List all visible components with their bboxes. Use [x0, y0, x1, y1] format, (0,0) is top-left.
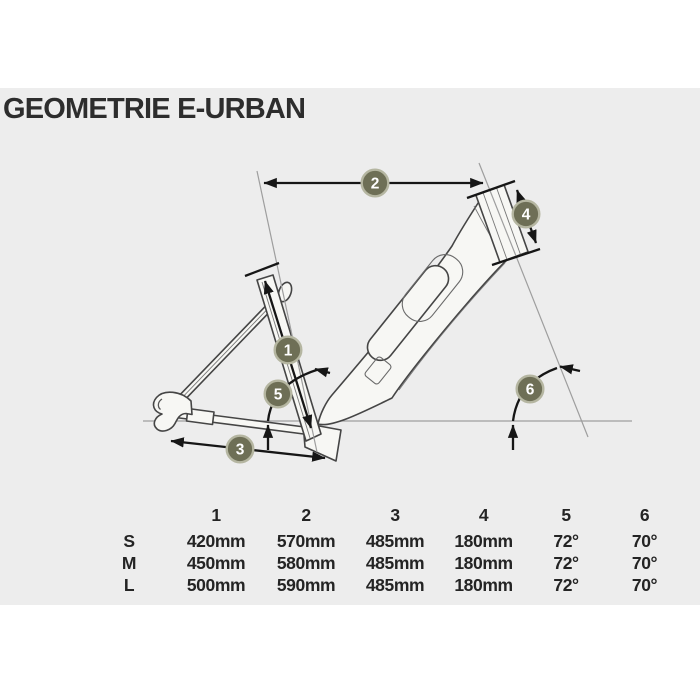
callout-1	[275, 337, 302, 364]
table-corner-cell	[88, 501, 170, 530]
table-cell: 180mm	[454, 575, 513, 595]
table-cell: 420mm	[186, 531, 246, 551]
seat-angle-arc-arrow	[315, 369, 330, 373]
size-label-m: M	[121, 553, 137, 573]
table-cell: 500mm	[186, 575, 246, 595]
table-cell: 70°	[631, 553, 658, 573]
table-col-header-4: 4	[478, 505, 489, 525]
table-col-header-1: 1	[211, 505, 221, 525]
callout-2-label: 2	[370, 175, 380, 193]
table-cell: 450mm	[186, 553, 246, 573]
table-cell: 70°	[631, 575, 658, 595]
bike-frame	[153, 185, 528, 461]
table-cell: 72°	[553, 553, 579, 573]
table-cell: 72°	[553, 575, 579, 595]
callout-5	[265, 381, 292, 408]
size-label-l: L	[123, 575, 135, 595]
callout-2	[362, 170, 389, 197]
callout-4	[513, 201, 540, 228]
table-cell: 570mm	[276, 531, 336, 551]
callout-4-label: 4	[521, 206, 531, 224]
table-cell: 72°	[553, 531, 579, 551]
callout-3-label: 3	[235, 441, 245, 459]
seat-tube-top-tick	[245, 263, 279, 276]
callout-6	[517, 376, 544, 403]
table-cell: 180mm	[454, 553, 513, 573]
geometry-table	[88, 501, 684, 597]
table-cell: 485mm	[365, 531, 425, 551]
table-col-header-5: 5	[561, 505, 571, 525]
callout-5-label: 5	[273, 386, 283, 404]
table-cell: 485mm	[365, 553, 425, 573]
table-cell: 590mm	[276, 575, 336, 595]
callout-6-label: 6	[525, 381, 535, 399]
table-col-header-6: 6	[639, 505, 650, 525]
table-cell: 180mm	[454, 531, 513, 551]
table-cell: 485mm	[365, 575, 425, 595]
table-col-header-3: 3	[390, 505, 400, 525]
head-angle-arc-arrow	[560, 367, 580, 372]
page-title: GEOMETRIE E-URBAN	[3, 93, 306, 125]
callout-3	[227, 436, 254, 463]
size-label-s: S	[123, 531, 135, 551]
callout-1-label: 1	[283, 342, 293, 360]
rear-dropout	[153, 392, 192, 431]
table-cell: 580mm	[276, 553, 336, 573]
table-cell: 70°	[631, 531, 658, 551]
table-col-header-2: 2	[301, 505, 311, 525]
